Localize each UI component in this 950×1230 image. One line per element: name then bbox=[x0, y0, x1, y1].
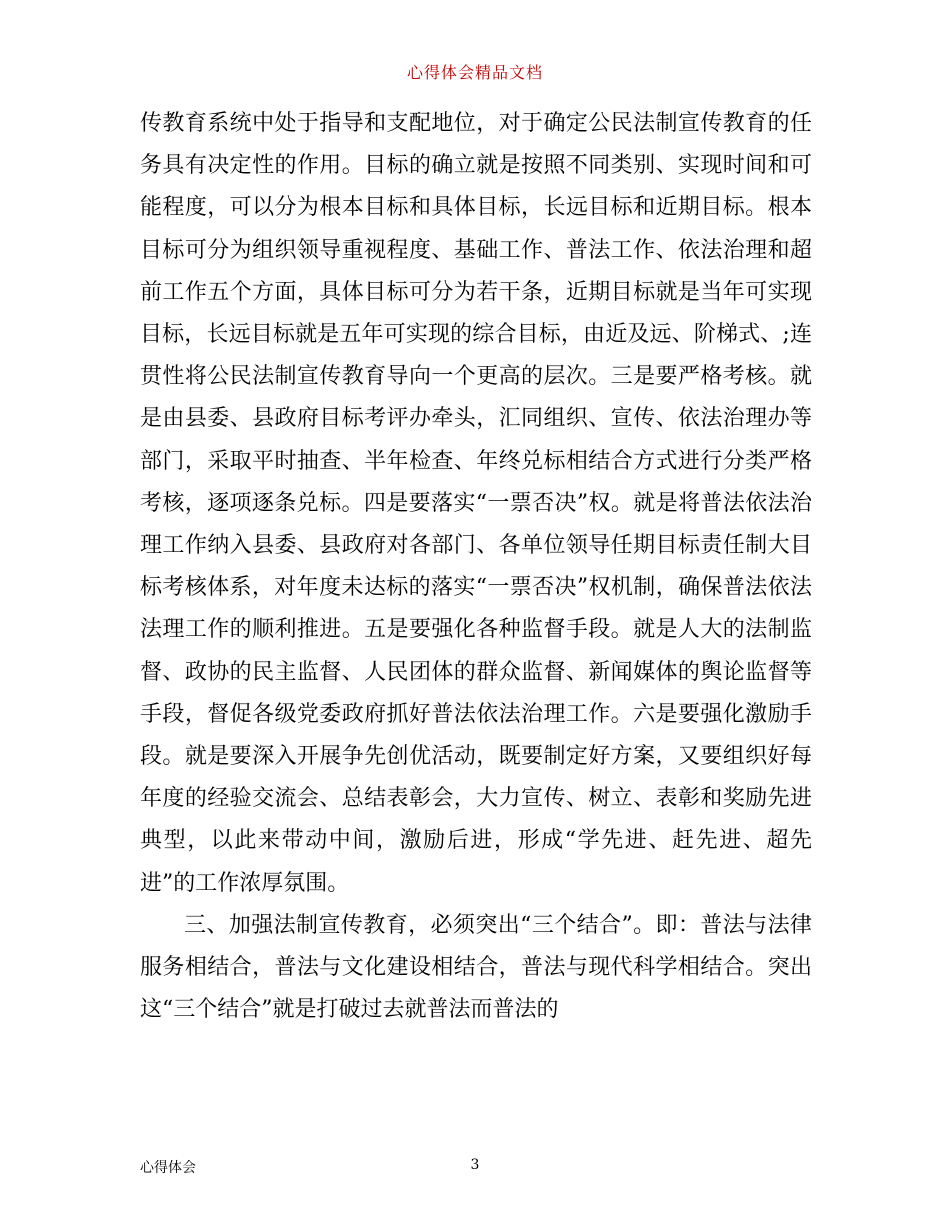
page-number: 3 bbox=[470, 1157, 480, 1173]
body-paragraph-continued: 传教育系统中处于指导和支配地位，对于确定公民法制宣传教育的任务具有决定性的作用。目标的确立就是按照不同类别、实现时间和可能程度，可以分为根本目标和具体目标，长远目标和近期目标。根本目标可分为组织领导重视程度、基础工作、普法工作、依法治理和超前工作五个方面，具体目标可分为若干条，近期目标就是当年可实现目标，长远目标就是五年可实现的综合目标，由近及远、阶梯式、;连贯性将公民法制宣传教育导向一个更高的层次。三是要严格考核。就是由县委、县政府目标考评办牵头，汇同组织、宣传、依法治理办等部门，采取平时抽查、半年检查、年终兑标相结合方式进行分类严格考核，逐项逐条兑标。四是要落实“一票否决”权。就是将普法依法治理工作纳入县委、县政府对各部门、各单位领导任期目标责任制大目标考核体系，对年度未达标的落实“一票否决”权机制，确保普法依法法理工作的顺利推进。五是要强化各种监督手段。就是人大的法制监督、政协的民主监督、人民团体的群众监督、新闻媒体的舆论监督等手段，督促各级党委政府抓好普法依法治理工作。六是要强化激励手段。就是要深入开展争先创优活动，既要制定好方案，又要组织好每年度的经验交流会、总结表彰会，大力宣传、树立、表彰和奖励先进典型，以此来带动中间，激励后进，形成“学先进、赶先进、超先进”的工作浓厚氛围。 bbox=[140, 111, 812, 896]
page-footer-label: 心得体会 bbox=[140, 1160, 196, 1176]
body-paragraph-section-three: 三、加强法制宣传教育，必须突出“三个结合”。即：普法与法律服务相结合，普法与文化建设相结合，普法与现代科学相结合。突出这“三个结合”就是打破过去就普法而普法的 bbox=[140, 912, 812, 1023]
document-body bbox=[140, 103, 812, 1031]
page-header-title: 心得体会精品文档 bbox=[406, 63, 543, 82]
